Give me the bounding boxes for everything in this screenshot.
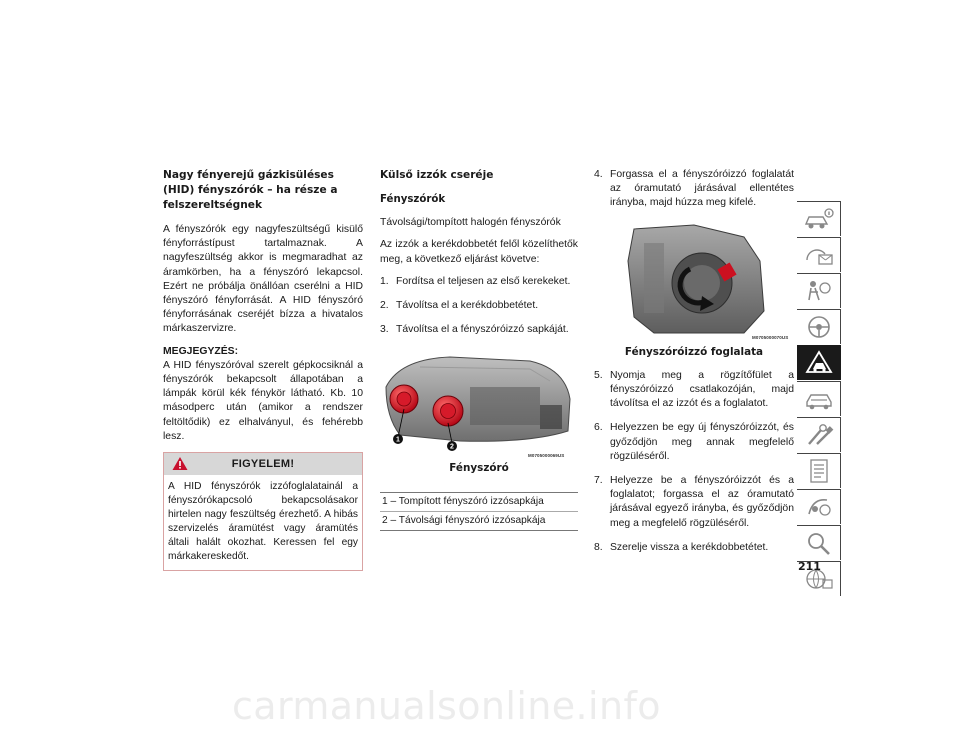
headlamps-subheading: Fényszórók bbox=[380, 194, 446, 205]
warning-header bbox=[164, 453, 362, 475]
step-number: 4. bbox=[594, 169, 603, 180]
step-text: Nyomja meg a rögzítőfület a fényszóróizzó csatlakozóján, majd távolítsa el az izzót és a foglalatot. bbox=[610, 369, 794, 410]
tab-specifications[interactable] bbox=[797, 453, 841, 488]
step-number: 7. bbox=[594, 475, 603, 487]
tab-dashboard[interactable] bbox=[797, 237, 841, 272]
emergency-triangle-car-icon bbox=[803, 350, 835, 376]
car-info-icon bbox=[803, 206, 835, 232]
step-text: Távolítsa el a kerékdobbetétet. bbox=[396, 300, 539, 312]
tab-driving[interactable] bbox=[797, 309, 841, 344]
step-item bbox=[594, 168, 794, 211]
bulb-socket-figure bbox=[594, 221, 794, 339]
tab-maintenance[interactable] bbox=[797, 417, 841, 452]
headlamp-figure bbox=[380, 347, 578, 457]
dashboard-message-icon bbox=[803, 242, 835, 268]
watermark: carmanualsonline.info bbox=[232, 684, 661, 728]
step-item bbox=[594, 369, 794, 412]
maintenance-tools-icon bbox=[803, 422, 835, 448]
step-number: 1. bbox=[380, 275, 389, 287]
warning-triangle-icon bbox=[172, 456, 188, 471]
callout-2: 2 bbox=[450, 443, 454, 451]
figure-code: M0705000069US bbox=[528, 453, 565, 459]
index-search-icon bbox=[803, 530, 835, 556]
tab-service[interactable] bbox=[797, 381, 841, 416]
step-number: 5. bbox=[594, 369, 603, 381]
step-number: 6. bbox=[594, 422, 603, 434]
step-item bbox=[380, 323, 578, 337]
hid-section-heading: Nagy fényerejű gázkisüléses (HID) fényszórók – ha része a felszereltségnek bbox=[163, 169, 338, 211]
step-text: Forgassa el a fényszóróizzó foglalatát az óramutató járásával ellentétes irányba, majd húzza meg kifelé. bbox=[610, 169, 794, 209]
bulb-socket-illustration bbox=[594, 221, 794, 339]
tab-emergency[interactable] bbox=[797, 345, 841, 380]
legend-item: 2 – Távolsági fényszóró izzósapkája bbox=[380, 511, 578, 530]
step-number: 8. bbox=[594, 541, 603, 553]
step-text: Távolítsa el a fényszóróizzó sapkáját. bbox=[396, 324, 569, 336]
halogen-line: Távolsági/tompított halogén fényszórók bbox=[380, 217, 561, 229]
car-service-icon bbox=[803, 386, 835, 412]
bulb-socket-caption: Fényszóróizzó foglalata bbox=[624, 345, 764, 358]
figure-code: M0705000070US bbox=[752, 334, 789, 340]
step-item bbox=[380, 275, 578, 289]
step-text: Fordítsa el teljesen az első kerekeket. bbox=[396, 275, 571, 287]
step-item bbox=[594, 541, 794, 555]
headlamp-figure-caption: Fényszóró bbox=[449, 462, 509, 475]
step-number: 3. bbox=[380, 324, 389, 336]
step-number: 2. bbox=[380, 300, 389, 312]
warning-title: FIGYELEM! bbox=[231, 458, 295, 471]
headlamp-illustration bbox=[380, 347, 578, 457]
step-item bbox=[594, 421, 794, 464]
tab-multimedia[interactable] bbox=[797, 489, 841, 524]
note-title: MEGJEGYZÉS: bbox=[163, 345, 239, 357]
specifications-list-icon bbox=[803, 458, 835, 484]
step-item bbox=[380, 299, 578, 313]
tab-car-info[interactable] bbox=[797, 201, 841, 236]
step-item bbox=[594, 474, 794, 531]
tab-index[interactable] bbox=[797, 525, 841, 560]
steering-wheel-icon bbox=[803, 314, 835, 340]
column-middle bbox=[380, 168, 578, 531]
tab-safety[interactable] bbox=[797, 273, 841, 308]
figure-legend bbox=[380, 492, 578, 531]
note-text: A HID fényszóróval szerelt gépkocsiknál a fényszórók bekapcsolt állapotában a lámpák körül kék fénykör látható. Kb. 10 másodperc után (amikor a rendszer feltöltődik) ez elhalványul, és fehérebb lesz. bbox=[163, 359, 363, 442]
safety-airbag-icon bbox=[803, 278, 835, 304]
access-intro: Az izzók a kerékdobbetét felől közelíthetők meg, a következő eljárást követve: bbox=[380, 239, 578, 265]
page-number: 211 bbox=[798, 560, 821, 573]
hid-intro-paragraph: A fényszórók egy nagyfeszültségű kisülő fényforrástípust tartalmaznak. A nagyfeszültség akkor is megmaradhat az áramkörben, ha a fényszóró lekapcsol. Ezért ne próbálja önállóan cserélni a HID fényszóró fényforrását. A HID fényszóró fényforrásának cseréjét bízza a hivatalos márkaszervizre. bbox=[163, 224, 363, 335]
callout-1: 1 bbox=[396, 436, 400, 444]
bulb-replacement-heading: Külső izzók cseréje bbox=[380, 169, 494, 181]
step-text: Szerelje vissza a kerékdobbetétet. bbox=[610, 541, 769, 553]
steps-list-1 bbox=[380, 275, 578, 338]
legend-item: 1 – Tompított fényszóró izzósapkája bbox=[382, 495, 544, 507]
warning-box bbox=[163, 452, 363, 571]
multimedia-icon bbox=[803, 494, 835, 520]
column-left bbox=[163, 168, 363, 571]
column-right bbox=[594, 168, 794, 565]
steps-list-3 bbox=[594, 369, 794, 555]
warning-text: A HID fényszórók izzófoglalatainál a fényszórókapcsoló bekapcsolásakor hirtelen nagy feszültség érezhető. A hibás szervizelés áramütést vagy áramütés általi halált okozhat. Keressen fel egy márkakereskedőt. bbox=[168, 481, 358, 563]
steps-list-2 bbox=[594, 168, 794, 211]
step-text: Helyezzen be egy új fényszóróizzót, és győződjön meg annak megfelelő rögzüléséről. bbox=[610, 422, 794, 462]
step-text: Helyezze be a fényszóróizzót és a foglalatot; forgassa el az óramutató járásával egyező irányba, és győződjön meg a megfelelő rögzüléséről. bbox=[610, 475, 794, 529]
